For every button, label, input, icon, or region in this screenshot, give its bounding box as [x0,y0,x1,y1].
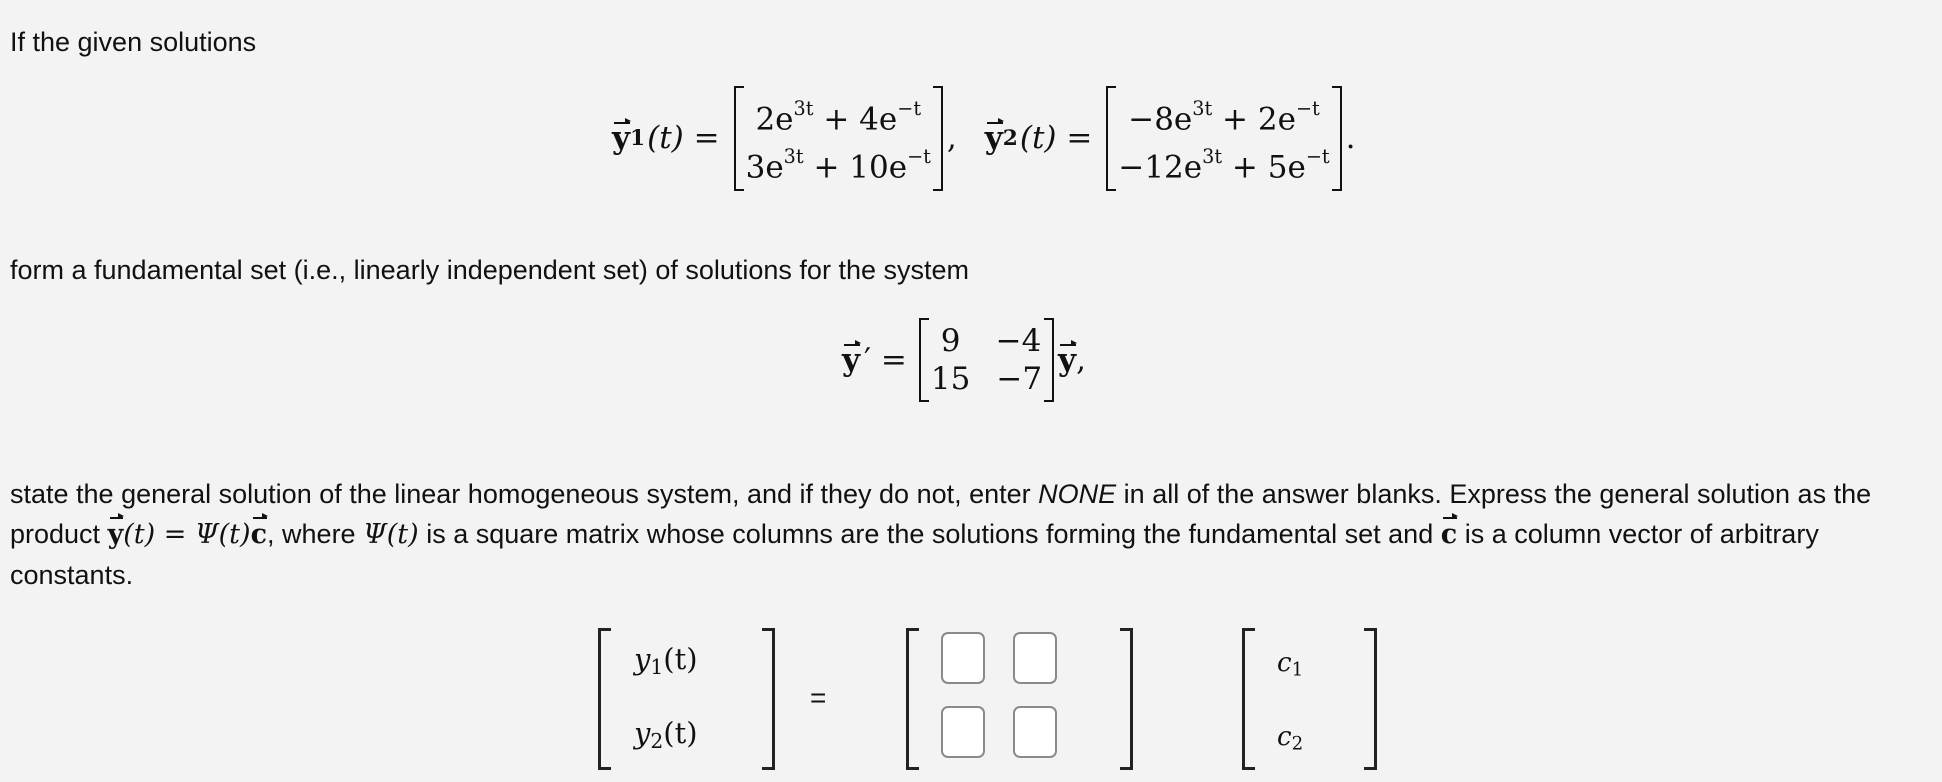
answer-y1: $y_1(t)$ [634,642,698,680]
y2-symbol: y [984,120,1003,157]
y2-vector [1106,86,1341,191]
y-left-bracket [598,628,611,770]
y2-arg: (t) = [1019,120,1093,157]
y1-arg: (t) = [647,120,720,157]
intro-text: If the given solutions [10,27,257,57]
y-vector-symbol: y [842,342,861,378]
y1-symbol: y [612,120,631,157]
y1-row-1: $2e^{3t} + 4e^{-t}$ [755,97,922,138]
y2-row-2: $-12e^{3t} + 5e^{-t}$ [1118,145,1330,186]
matrix-a11: 9 [940,323,961,359]
y1-vector [734,86,943,191]
c-left-bracket [1242,628,1255,770]
answer-y2: $y_2(t)$ [634,716,698,754]
prime-equals: ′ = [864,342,907,378]
coefficient-matrix [919,318,1054,402]
instructions-text: state the general solution of the linear homogeneous system, and if they do not, enter NONE in all of the answer blanks. Express the general solution as the product y(t) = Ψ(t)c, where Ψ(t) is a square matrix whose columns are the solutions forming the fundamental set and c is a column vector of arbitrary constants. [10,479,1872,590]
y1-row-2: $3e^{3t} + 10e^{-t}$ [745,145,931,186]
given-solutions [612,86,1356,191]
psi-right-bracket [1120,628,1133,770]
psi-input-12[interactable] [1013,632,1057,684]
psi-input-21[interactable] [941,706,985,758]
y2-row-1: $-8e^{3t} + 2e^{-t}$ [1128,97,1320,138]
system-text: form a fundamental set (i.e., linearly independent set) of solutions for the system [10,255,969,285]
answer-c1: $c_1$ [1277,648,1304,681]
y1-subscript: 1 [630,125,646,151]
matrix-a12: −4 [995,323,1042,359]
matrix-a21: 15 [930,361,971,397]
psi-left-bracket [906,628,919,770]
separator-comma: , [946,120,957,157]
answer-c2: $c_2$ [1277,722,1304,755]
system-end: , [1076,342,1086,378]
c-right-bracket [1364,628,1377,770]
y-right-bracket [762,628,775,770]
answer-equals: = [810,682,827,713]
end-period: . [1345,120,1356,157]
system-equation [842,318,1086,402]
y2-subscript: 2 [1002,125,1018,151]
psi-input-22[interactable] [1013,706,1057,758]
matrix-a22: −7 [996,361,1043,397]
y-vector-rhs: y [1058,342,1077,378]
psi-input-11[interactable] [941,632,985,684]
